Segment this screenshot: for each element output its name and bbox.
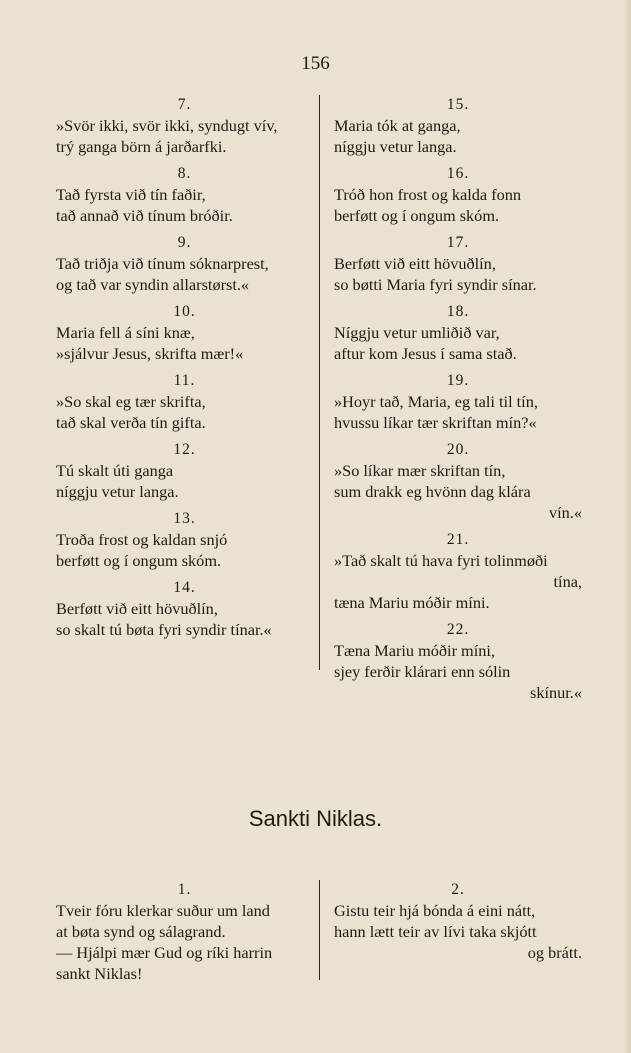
verse: [334, 164, 582, 226]
verse-line: trý ganga börn á jarðarfki.: [56, 137, 227, 156]
verse: [56, 578, 313, 640]
verse-line: Berføtt við eitt hövuðlín,: [334, 254, 496, 273]
verse-line: »So líkar mær skriftan tín,: [334, 461, 506, 480]
verse: [56, 880, 313, 984]
verse-line: Gistu teir hjá bónda á eini nátt,: [334, 901, 536, 920]
verse-number: 2.: [451, 881, 465, 898]
verse-line: »So skal eg tær skrifta,: [56, 392, 206, 411]
verse-line: níggju vetur langa.: [334, 137, 457, 156]
left-column: [56, 880, 319, 983]
verse-line: Níggju vetur umliðið var,: [334, 323, 500, 342]
verse-number: 19.: [446, 372, 470, 389]
verse-number: 9.: [177, 234, 192, 251]
verse-number: 1.: [177, 881, 192, 898]
verse-line: berføtt og í ongum skóm.: [334, 206, 500, 225]
verse-line: vín.«: [548, 503, 582, 522]
verse-line: berføtt og í ongum skóm.: [56, 551, 222, 570]
verse-number: 20.: [446, 441, 470, 458]
verse-line: sjey ferðir klárari enn sólin: [334, 662, 511, 681]
verse: [334, 233, 582, 295]
verse-line: sum drakk eg hvönn dag klára: [334, 482, 531, 501]
verse-number: 21.: [446, 531, 470, 548]
verse: [334, 302, 582, 364]
verse-number: 13.: [173, 510, 196, 527]
verse-line: Tróð hon frost og kalda fonn: [334, 185, 522, 204]
verse-line: Maria fell á síni knæ,: [56, 323, 195, 342]
verse-line: Troða frost og kaldan snjó: [56, 530, 228, 549]
verse-line: »Hoyr tað, Maria, eg tali til tín,: [334, 392, 538, 411]
verse-number: 16.: [446, 165, 470, 182]
verse-line: tína,: [553, 572, 582, 591]
verse: [56, 371, 313, 433]
verse: [334, 620, 582, 703]
section-title: Sankti Niklas.: [248, 806, 383, 831]
verse-number: 15.: [446, 96, 470, 113]
verse-line: tæna Mariu móðir míni.: [334, 593, 490, 612]
verse: [56, 440, 313, 502]
verse-line: at bøta synd og sálagrand.: [56, 922, 226, 941]
page-number: 156: [301, 53, 330, 74]
right-column: [319, 880, 582, 980]
verse-number: 17.: [446, 234, 470, 251]
verse-number: 18.: [446, 303, 470, 320]
left-column: [56, 95, 319, 670]
top-verse-columns: [56, 95, 584, 702]
verse: [56, 509, 313, 571]
verse-line: sankt Niklas!: [56, 964, 143, 983]
verse-line: skínur.«: [529, 683, 582, 702]
verse: [56, 233, 313, 295]
verse-number: 7.: [177, 96, 192, 113]
right-column: [319, 95, 582, 702]
verse-line: — Hjálpi mær Gud og ríki harrin: [56, 943, 273, 962]
verse: [334, 95, 582, 157]
verse-line: Tú skalt úti ganga: [56, 461, 174, 480]
verse-line: Maria tók at ganga,: [334, 116, 461, 135]
verse-line: hvussu líkar tær skriftan mín?«: [334, 413, 537, 432]
verse-line: og tað var syndin allarstørst.«: [56, 275, 250, 294]
page-edge: [623, 0, 631, 1053]
verse-line: »sjálvur Jesus, skrifta mær!«: [56, 344, 244, 363]
bottom-verse-columns: [56, 880, 584, 983]
verse-number: 10.: [173, 303, 196, 320]
verse: [56, 302, 313, 364]
verse-line: Tað triðja við tínum sóknarprest,: [56, 254, 269, 273]
verse-line: tað annað við tínum bróðir.: [56, 206, 233, 225]
verse-line: níggju vetur langa.: [56, 482, 179, 501]
verse-line: »Svör ikki, svör ikki, syndugt vív,: [56, 116, 278, 135]
verse-number: 14.: [173, 579, 196, 596]
verse-line: aftur kom Jesus í sama stað.: [334, 344, 517, 363]
verse: [334, 530, 582, 613]
verse-line: og brátt.: [527, 943, 582, 962]
verse: [56, 164, 313, 226]
verse: [334, 371, 582, 433]
verse-number: 12.: [173, 441, 196, 458]
verse: [334, 440, 582, 523]
verse: [56, 95, 313, 157]
verse-line: Tað fyrsta við tín faðir,: [56, 185, 206, 204]
verse-line: tað skal verða tín gifta.: [56, 413, 206, 432]
verse-line: hann lætt teir av lívi taka skjótt: [334, 922, 537, 941]
verse-line: Tveir fóru klerkar suður um land: [56, 901, 270, 920]
verse-line: Tæna Mariu móðir míni,: [334, 641, 495, 660]
verse-number: 22.: [446, 621, 470, 638]
verse-line: so skalt tú bøta fyri syndir tínar.«: [56, 620, 272, 639]
verse-line: so bøtti Maria fyri syndir sínar.: [334, 275, 537, 294]
verse-number: 11.: [173, 372, 196, 389]
verse-line: »Tað skalt tú hava fyri tolinmøði: [334, 551, 548, 570]
verse: [334, 880, 582, 963]
verse-number: 8.: [177, 165, 192, 182]
verse-line: Berføtt við eitt hövuðlín,: [56, 599, 218, 618]
